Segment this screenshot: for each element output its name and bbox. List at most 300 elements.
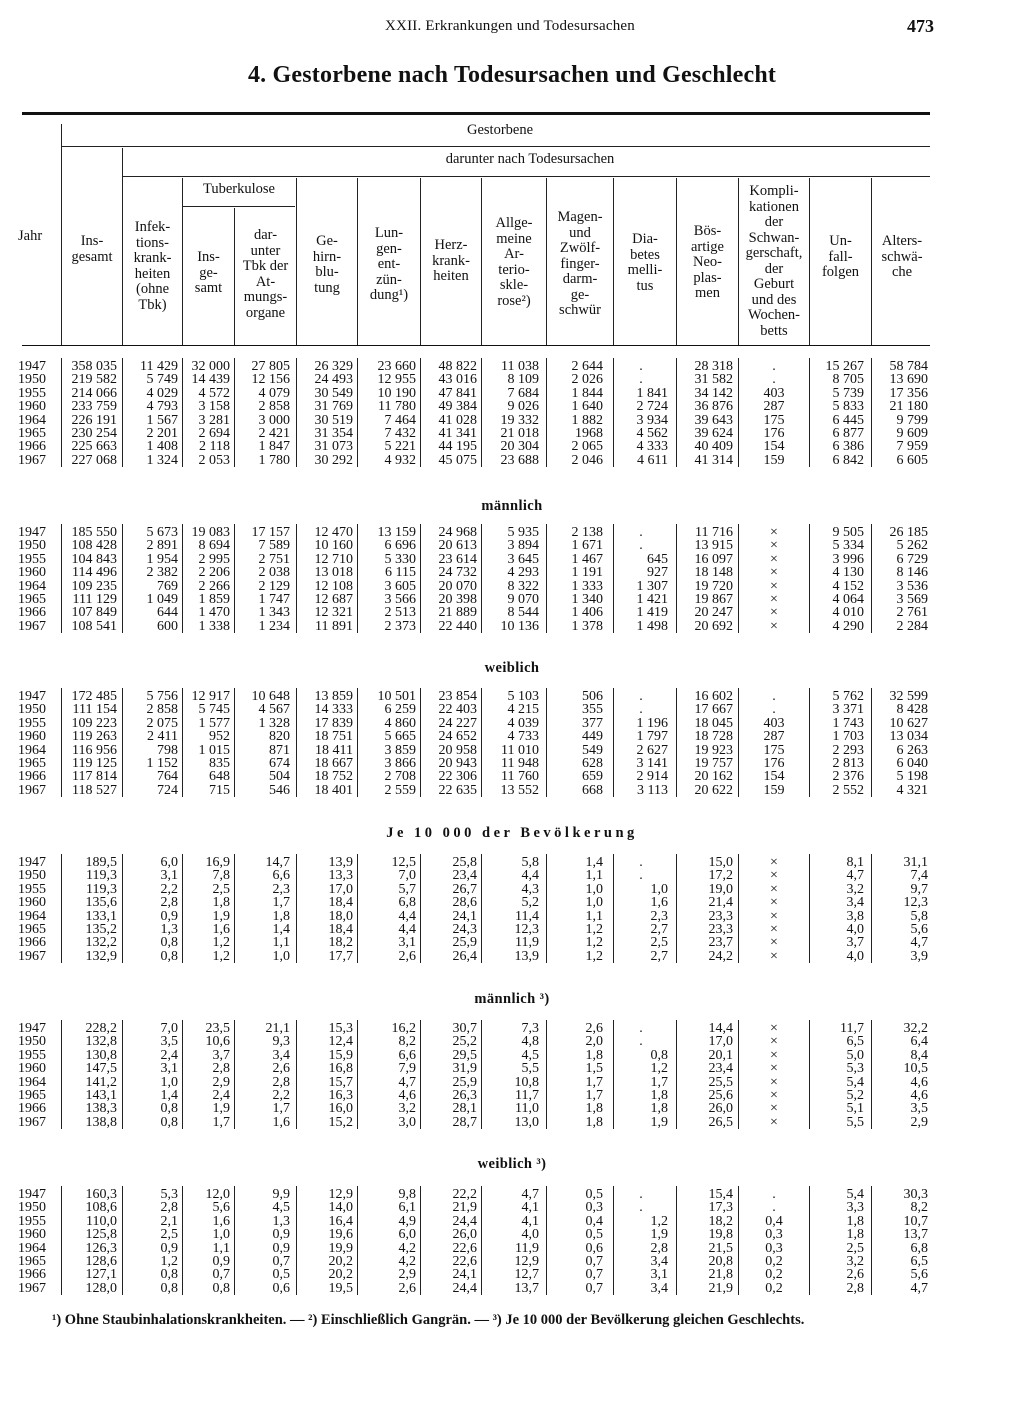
cell-jahr: 1965	[18, 756, 46, 771]
cell-altersschwaeche: 8,2	[910, 1200, 928, 1216]
cell-komplikationen: ×	[770, 895, 778, 911]
cell-unfallfolgen: 3,2	[846, 1254, 864, 1269]
cell-insgesamt: 117 814	[72, 769, 117, 785]
vrule	[546, 688, 547, 797]
vrule	[420, 524, 421, 633]
cell-herzkrankheiten: 21,9	[452, 1200, 477, 1216]
cell-insgesamt: 219 582	[71, 372, 117, 388]
cell-diabetes: .	[639, 1187, 643, 1202]
cell-unfallfolgen: 1,8	[846, 1213, 864, 1229]
vrule	[613, 358, 614, 467]
cell-lungenentzuendung: 13 159	[377, 525, 416, 540]
vrule	[809, 854, 810, 963]
vrule	[61, 1186, 62, 1295]
cell-jahr: 1966	[18, 605, 46, 621]
cell-komplikationen: 0,2	[765, 1267, 783, 1283]
cell-jahr: 1965	[18, 922, 46, 937]
col-header-tuberkulose: Tuberkulose	[203, 181, 275, 197]
cell-herzkrankheiten: 25,9	[452, 1074, 477, 1090]
cell-magengeschwuer: 1,2	[585, 948, 603, 964]
vrule	[122, 1186, 123, 1295]
cell-jahr: 1955	[18, 1213, 46, 1229]
cell-neoplasmen: 23,3	[708, 922, 733, 937]
cell-diabetes: 1 498	[636, 618, 668, 634]
cell-unfallfolgen: 2,8	[846, 1280, 864, 1296]
cell-komplikationen: 154	[763, 439, 785, 455]
cell-komplikationen: ×	[770, 618, 778, 634]
cell-insgesamt: 119 263	[72, 729, 117, 745]
cell-unfallfolgen: 5,3	[846, 1061, 864, 1077]
vrule	[234, 1020, 235, 1129]
cell-arteriosklerose: 4 733	[507, 729, 539, 745]
cell-infektionskrankheiten: 1,3	[160, 922, 178, 937]
cell-altersschwaeche: 8 146	[896, 565, 928, 581]
cell-neoplasmen: 26,5	[708, 1114, 733, 1130]
cell-diabetes: 1 196	[636, 715, 668, 731]
cell-neoplasmen: 19,8	[708, 1227, 733, 1243]
cell-tbk-insgesamt: 2,9	[212, 1074, 230, 1090]
cell-unfallfolgen: 2 376	[832, 769, 864, 785]
cell-magengeschwuer: 1,0	[585, 881, 603, 897]
cell-tbk-insgesamt: 2,5	[212, 881, 230, 897]
cell-infektionskrankheiten: 2 891	[146, 538, 178, 554]
cell-diabetes: 3 934	[636, 412, 668, 428]
cell-diabetes: 3,1	[650, 1267, 668, 1283]
cell-neoplasmen: 18 045	[694, 715, 733, 731]
vrule	[546, 854, 547, 963]
vrule	[809, 688, 810, 797]
cell-jahr: 1964	[18, 578, 46, 594]
cell-insgesamt: 111 129	[72, 592, 117, 607]
cell-herzkrankheiten: 24 652	[438, 729, 477, 745]
cell-altersschwaeche: 58 784	[889, 359, 928, 374]
col-header-infektionskrankheiten: Infek- tions- krank- heiten (ohne Tbk)	[133, 219, 172, 313]
cell-neoplasmen: 23,4	[708, 1061, 733, 1077]
cell-magengeschwuer: 1,1	[585, 868, 603, 884]
cell-magengeschwuer: 1,7	[585, 1088, 603, 1103]
cell-lungenentzuendung: 2 373	[384, 618, 416, 634]
cell-gehirnblutung: 13,9	[328, 855, 353, 870]
cell-infektionskrankheiten: 7,0	[160, 1021, 178, 1036]
cell-unfallfolgen: 5 334	[832, 538, 864, 554]
cell-magengeschwuer: 1,5	[585, 1061, 603, 1077]
top-rule	[22, 112, 930, 115]
cell-neoplasmen: 19 867	[694, 592, 733, 607]
cell-tbk-atmungsorgane: 17 157	[251, 525, 290, 540]
cell-neoplasmen: 20,1	[708, 1047, 733, 1063]
cell-gehirnblutung: 13 859	[314, 689, 353, 704]
cell-diabetes: 1,7	[650, 1074, 668, 1090]
cell-gehirnblutung: 11 891	[315, 618, 353, 634]
cell-diabetes: 2,5	[650, 935, 668, 951]
col-header-jahr: Jahr	[18, 228, 43, 244]
cell-lungenentzuendung: 6,6	[398, 1047, 416, 1063]
vrule	[234, 854, 235, 963]
cell-jahr: 1955	[18, 1047, 46, 1063]
cell-herzkrankheiten: 22,2	[452, 1187, 477, 1202]
cell-neoplasmen: 11 716	[695, 525, 733, 540]
cell-jahr: 1955	[18, 551, 46, 567]
cell-tbk-atmungsorgane: 674	[269, 756, 290, 771]
vrule	[61, 688, 62, 797]
cell-diabetes: .	[639, 538, 643, 554]
cell-unfallfolgen: 6 877	[832, 426, 864, 441]
cell-tbk-insgesamt: 2 266	[198, 578, 230, 594]
cell-komplikationen: 0,3	[765, 1240, 783, 1256]
vrule	[182, 688, 183, 797]
cell-neoplasmen: 17,2	[708, 868, 733, 884]
cell-altersschwaeche: 6,4	[910, 1034, 928, 1050]
cell-tbk-atmungsorgane: 1 847	[258, 439, 290, 455]
vrule	[182, 1186, 183, 1295]
cell-gehirnblutung: 17 839	[314, 715, 353, 731]
cell-herzkrankheiten: 24,4	[452, 1280, 477, 1296]
vrule	[613, 524, 614, 633]
cell-diabetes: .	[639, 868, 643, 884]
cell-neoplasmen: 19,0	[708, 881, 733, 897]
cell-altersschwaeche: 32,2	[903, 1021, 928, 1036]
cell-tbk-insgesamt: 3 281	[198, 412, 230, 428]
cell-herzkrankheiten: 28,1	[452, 1101, 477, 1117]
cell-unfallfolgen: 3,4	[846, 895, 864, 911]
cell-neoplasmen: 25,5	[708, 1074, 733, 1090]
cell-tbk-atmungsorgane: 4 567	[258, 702, 290, 718]
cell-diabetes: .	[639, 702, 643, 718]
vrule	[871, 524, 872, 633]
cell-neoplasmen: 16 602	[694, 689, 733, 704]
cell-gehirnblutung: 15,7	[328, 1074, 353, 1090]
cell-arteriosklerose: 4,3	[521, 881, 539, 897]
cell-jahr: 1947	[18, 1187, 46, 1202]
cell-insgesamt: 185 550	[71, 525, 117, 540]
cell-infektionskrankheiten: 0,8	[160, 1267, 178, 1283]
vrule	[546, 524, 547, 633]
cell-unfallfolgen: 2,6	[846, 1267, 864, 1283]
cell-jahr: 1947	[18, 855, 46, 870]
cell-infektionskrankheiten: 769	[157, 578, 178, 594]
cell-gehirnblutung: 15,9	[328, 1047, 353, 1063]
cell-komplikationen: ×	[770, 1021, 778, 1036]
cell-infektionskrankheiten: 600	[157, 618, 178, 634]
cell-diabetes: 4 611	[637, 452, 668, 468]
cell-tbk-insgesamt: 3,7	[212, 1047, 230, 1063]
cell-unfallfolgen: 1 703	[832, 729, 864, 745]
cell-unfallfolgen: 4 010	[832, 605, 864, 621]
running-head	[0, 16, 1024, 40]
cell-tbk-atmungsorgane: 12 156	[251, 372, 290, 388]
cell-tbk-atmungsorgane: 1,7	[272, 1101, 290, 1117]
cell-komplikationen: ×	[770, 1034, 778, 1050]
cell-magengeschwuer: 0,6	[585, 1240, 603, 1256]
cell-insgesamt: 104 843	[71, 551, 117, 567]
cell-altersschwaeche: 8,4	[910, 1047, 928, 1063]
cell-infektionskrankheiten: 2,8	[160, 895, 178, 911]
cell-komplikationen: 0,4	[765, 1213, 783, 1229]
cell-arteriosklerose: 5 103	[507, 689, 539, 704]
cell-tbk-insgesamt: 8 694	[198, 538, 230, 554]
cell-tbk-atmungsorgane: 4 079	[258, 385, 290, 401]
cell-gehirnblutung: 12 321	[314, 605, 353, 621]
cell-magengeschwuer: 2 644	[571, 359, 603, 374]
cell-arteriosklerose: 11,9	[515, 935, 539, 951]
vrule	[738, 358, 739, 467]
cell-komplikationen: .	[772, 1200, 776, 1216]
col-header-diabetes: Dia- betes melli- tus	[627, 231, 663, 294]
cell-neoplasmen: 14,4	[708, 1021, 733, 1036]
cell-arteriosklerose: 20 304	[500, 439, 539, 455]
vrule	[546, 1020, 547, 1129]
cell-jahr: 1955	[18, 715, 46, 731]
cell-tbk-insgesamt: 1,6	[212, 1213, 230, 1229]
cell-lungenentzuendung: 3 866	[384, 756, 416, 771]
cell-gehirnblutung: 16,0	[328, 1101, 353, 1117]
cell-gehirnblutung: 26 329	[314, 359, 353, 374]
cell-tbk-atmungsorgane: 0,5	[272, 1267, 290, 1283]
cell-tbk-insgesamt: 5 745	[198, 702, 230, 718]
cell-diabetes: 2 627	[636, 742, 668, 758]
cell-infektionskrankheiten: 0,9	[160, 908, 178, 924]
cell-magengeschwuer: 1 191	[571, 565, 603, 581]
cell-komplikationen: 0,3	[765, 1227, 783, 1243]
cell-lungenentzuendung: 3 859	[384, 742, 416, 758]
cell-herzkrankheiten: 24 227	[438, 715, 477, 731]
vrule	[122, 358, 123, 467]
vrule	[122, 1020, 123, 1129]
cell-insgesamt: 228,2	[85, 1021, 117, 1036]
cell-jahr: 1964	[18, 742, 46, 758]
cell-komplikationen: ×	[770, 948, 778, 964]
cell-herzkrankheiten: 23 614	[438, 551, 477, 567]
vrule	[234, 358, 235, 467]
cell-lungenentzuendung: 2 513	[384, 605, 416, 621]
cell-altersschwaeche: 3,5	[910, 1101, 928, 1117]
cell-infektionskrankheiten: 0,8	[160, 935, 178, 951]
cell-insgesamt: 108 541	[71, 618, 117, 634]
cell-lungenentzuendung: 3,1	[398, 935, 416, 951]
col-header-arteriosklerose: Allge- meine Ar- terio- skle- rose²)	[495, 215, 533, 309]
cell-herzkrankheiten: 41 341	[438, 426, 477, 441]
cell-unfallfolgen: 5,4	[846, 1074, 864, 1090]
cell-magengeschwuer: 1968	[575, 426, 603, 441]
cell-insgesamt: 233 759	[71, 399, 117, 415]
cell-gehirnblutung: 12 687	[314, 592, 353, 607]
cell-insgesamt: 225 663	[71, 439, 117, 455]
cell-tbk-atmungsorgane: 1,8	[272, 908, 290, 924]
cell-komplikationen: .	[772, 372, 776, 388]
cell-magengeschwuer: 0,5	[585, 1227, 603, 1243]
cell-infektionskrankheiten: 0,8	[160, 1101, 178, 1117]
cell-tbk-atmungsorgane: 1 780	[258, 452, 290, 468]
cell-magengeschwuer: 1 671	[571, 538, 603, 554]
cell-unfallfolgen: 4 290	[832, 618, 864, 634]
cell-arteriosklerose: 4 215	[507, 702, 539, 718]
cell-unfallfolgen: 2 552	[832, 782, 864, 798]
vrule	[296, 854, 297, 963]
cell-tbk-insgesamt: 2 053	[198, 452, 230, 468]
cell-gehirnblutung: 12,4	[328, 1034, 353, 1050]
cell-insgesamt: 109 223	[71, 715, 117, 731]
cell-insgesamt: 132,9	[85, 948, 117, 964]
vrule	[809, 358, 810, 467]
vrule	[613, 1020, 614, 1129]
cell-diabetes: .	[639, 1021, 643, 1036]
cell-tbk-atmungsorgane: 27 805	[251, 359, 290, 374]
cell-altersschwaeche: 12,3	[903, 895, 928, 911]
cell-jahr: 1960	[18, 895, 46, 911]
cell-gehirnblutung: 18 667	[314, 756, 353, 771]
cell-altersschwaeche: 4,6	[910, 1088, 928, 1103]
cell-herzkrankheiten: 48 822	[438, 359, 477, 374]
cell-lungenentzuendung: 5,7	[398, 881, 416, 897]
cell-jahr: 1966	[18, 1267, 46, 1283]
cell-infektionskrankheiten: 644	[157, 605, 178, 621]
cell-infektionskrankheiten: 0,8	[160, 1114, 178, 1130]
vrule	[481, 524, 482, 633]
cell-lungenentzuendung: 4,2	[398, 1240, 416, 1256]
cell-altersschwaeche: 3,9	[910, 948, 928, 964]
cell-infektionskrankheiten: 11 429	[140, 359, 178, 374]
cell-lungenentzuendung: 6,0	[398, 1227, 416, 1243]
cell-insgesamt: 108,6	[85, 1200, 117, 1216]
cell-infektionskrankheiten: 1 049	[146, 592, 178, 607]
cell-jahr: 1947	[18, 1021, 46, 1036]
cell-arteriosklerose: 13 552	[500, 782, 539, 798]
cell-tbk-atmungsorgane: 0,7	[272, 1254, 290, 1269]
cell-diabetes: 2,8	[650, 1240, 668, 1256]
cell-magengeschwuer: 0,3	[585, 1200, 603, 1216]
vrule	[676, 1020, 677, 1129]
cell-jahr: 1947	[18, 689, 46, 704]
cell-tbk-atmungsorgane: 3 000	[258, 412, 290, 428]
cell-infektionskrankheiten: 798	[157, 742, 178, 758]
cell-arteriosklerose: 4,1	[521, 1213, 539, 1229]
cell-tbk-insgesamt: 952	[209, 729, 230, 745]
cell-magengeschwuer: 1 467	[571, 551, 603, 567]
cell-magengeschwuer: 0,4	[585, 1213, 603, 1229]
cell-infektionskrankheiten: 2 411	[147, 729, 178, 745]
cell-herzkrankheiten: 41 028	[438, 412, 477, 428]
cell-tbk-atmungsorgane: 2,2	[272, 1088, 290, 1103]
vrule	[871, 358, 872, 467]
cell-arteriosklerose: 12,7	[514, 1267, 539, 1283]
cell-gehirnblutung: 12 710	[314, 551, 353, 567]
section-label-maennlich: männlich	[481, 498, 543, 514]
cell-jahr: 1964	[18, 1240, 46, 1256]
cell-altersschwaeche: 6,5	[910, 1254, 928, 1269]
cell-infektionskrankheiten: 1,2	[160, 1254, 178, 1269]
cell-komplikationen: ×	[770, 881, 778, 897]
cell-herzkrankheiten: 22 403	[438, 702, 477, 718]
cell-insgesamt: 126,3	[85, 1240, 117, 1256]
cell-herzkrankheiten: 26,7	[452, 881, 477, 897]
cell-arteriosklerose: 4,4	[521, 868, 539, 884]
cell-herzkrankheiten: 25,8	[452, 855, 477, 870]
cell-neoplasmen: 20 622	[694, 782, 733, 798]
cell-altersschwaeche: 2 284	[896, 618, 928, 634]
cell-neoplasmen: 23,3	[708, 908, 733, 924]
cell-tbk-insgesamt: 1,8	[212, 895, 230, 911]
cell-altersschwaeche: 30,3	[903, 1187, 928, 1202]
cell-tbk-atmungsorgane: 1 747	[258, 592, 290, 607]
cell-magengeschwuer: 1 844	[571, 385, 603, 401]
cell-tbk-atmungsorgane: 2 858	[258, 399, 290, 415]
vrule	[61, 524, 62, 633]
cell-infektionskrankheiten: 2 201	[146, 426, 178, 441]
cell-tbk-insgesamt: 1,2	[212, 935, 230, 951]
vrule	[676, 358, 677, 467]
cell-insgesamt: 358 035	[71, 359, 117, 374]
cell-diabetes: 1 421	[636, 592, 668, 607]
cell-jahr: 1966	[18, 1101, 46, 1117]
section-label-weiblich: weiblich	[484, 660, 540, 676]
cell-altersschwaeche: 9 609	[896, 426, 928, 441]
cell-arteriosklerose: 11,4	[515, 908, 539, 924]
cell-tbk-atmungsorgane: 9,9	[272, 1187, 290, 1202]
cell-tbk-insgesamt: 2 694	[198, 426, 230, 441]
vrule	[613, 854, 614, 963]
cell-neoplasmen: 17,3	[708, 1200, 733, 1216]
cell-unfallfolgen: 5 739	[832, 385, 864, 401]
col-header-komplikationen: Kompli- kationen der Schwan- gerschaft, der Geburt und des Wochen- betts	[745, 183, 803, 339]
cell-gehirnblutung: 14 333	[314, 702, 353, 718]
cell-tbk-insgesamt: 1,2	[212, 948, 230, 964]
cell-magengeschwuer: 355	[582, 702, 603, 718]
cell-unfallfolgen: 15 267	[825, 359, 864, 374]
cell-jahr: 1966	[18, 935, 46, 951]
cell-altersschwaeche: 31,1	[903, 855, 928, 870]
cell-diabetes: 0,8	[650, 1047, 668, 1063]
cell-diabetes: 2,7	[650, 948, 668, 964]
cell-arteriosklerose: 4 039	[507, 715, 539, 731]
cell-neoplasmen: 21,8	[708, 1267, 733, 1283]
vrule	[61, 854, 62, 963]
cell-altersschwaeche: 4,6	[910, 1074, 928, 1090]
vrule	[61, 358, 62, 467]
page-number: 473	[907, 16, 934, 36]
cell-infektionskrankheiten: 2 858	[146, 702, 178, 718]
cell-unfallfolgen: 2 813	[832, 756, 864, 771]
cell-komplikationen: ×	[770, 578, 778, 594]
cell-unfallfolgen: 8,1	[846, 855, 864, 870]
cell-jahr: 1965	[18, 1088, 46, 1103]
cell-infektionskrankheiten: 4 793	[146, 399, 178, 415]
cell-lungenentzuendung: 5 330	[384, 551, 416, 567]
cell-lungenentzuendung: 4,9	[398, 1213, 416, 1229]
cell-jahr: 1964	[18, 1074, 46, 1090]
cell-gehirnblutung: 30 519	[314, 412, 353, 428]
cell-insgesamt: 138,8	[85, 1114, 117, 1130]
cell-magengeschwuer: 1,1	[585, 908, 603, 924]
cell-komplikationen: ×	[770, 605, 778, 621]
cell-magengeschwuer: 1 406	[571, 605, 603, 621]
cell-neoplasmen: 36 876	[694, 399, 733, 415]
cell-neoplasmen: 20,8	[708, 1254, 733, 1269]
cell-arteriosklerose: 7,3	[521, 1021, 539, 1036]
cell-magengeschwuer: 1 378	[571, 618, 603, 634]
cell-magengeschwuer: 1 640	[571, 399, 603, 415]
cell-gehirnblutung: 19,9	[328, 1240, 353, 1256]
cell-diabetes: 645	[647, 551, 668, 567]
cell-infektionskrankheiten: 5 673	[146, 525, 178, 540]
cell-herzkrankheiten: 20 070	[438, 578, 477, 594]
cell-insgesamt: 135,2	[85, 922, 117, 937]
cell-unfallfolgen: 5,0	[846, 1047, 864, 1063]
vrule	[481, 1020, 482, 1129]
vrule	[420, 688, 421, 797]
cell-altersschwaeche: 5,8	[910, 908, 928, 924]
cell-unfallfolgen: 8 705	[832, 372, 864, 388]
cell-gehirnblutung: 18 752	[314, 769, 353, 785]
